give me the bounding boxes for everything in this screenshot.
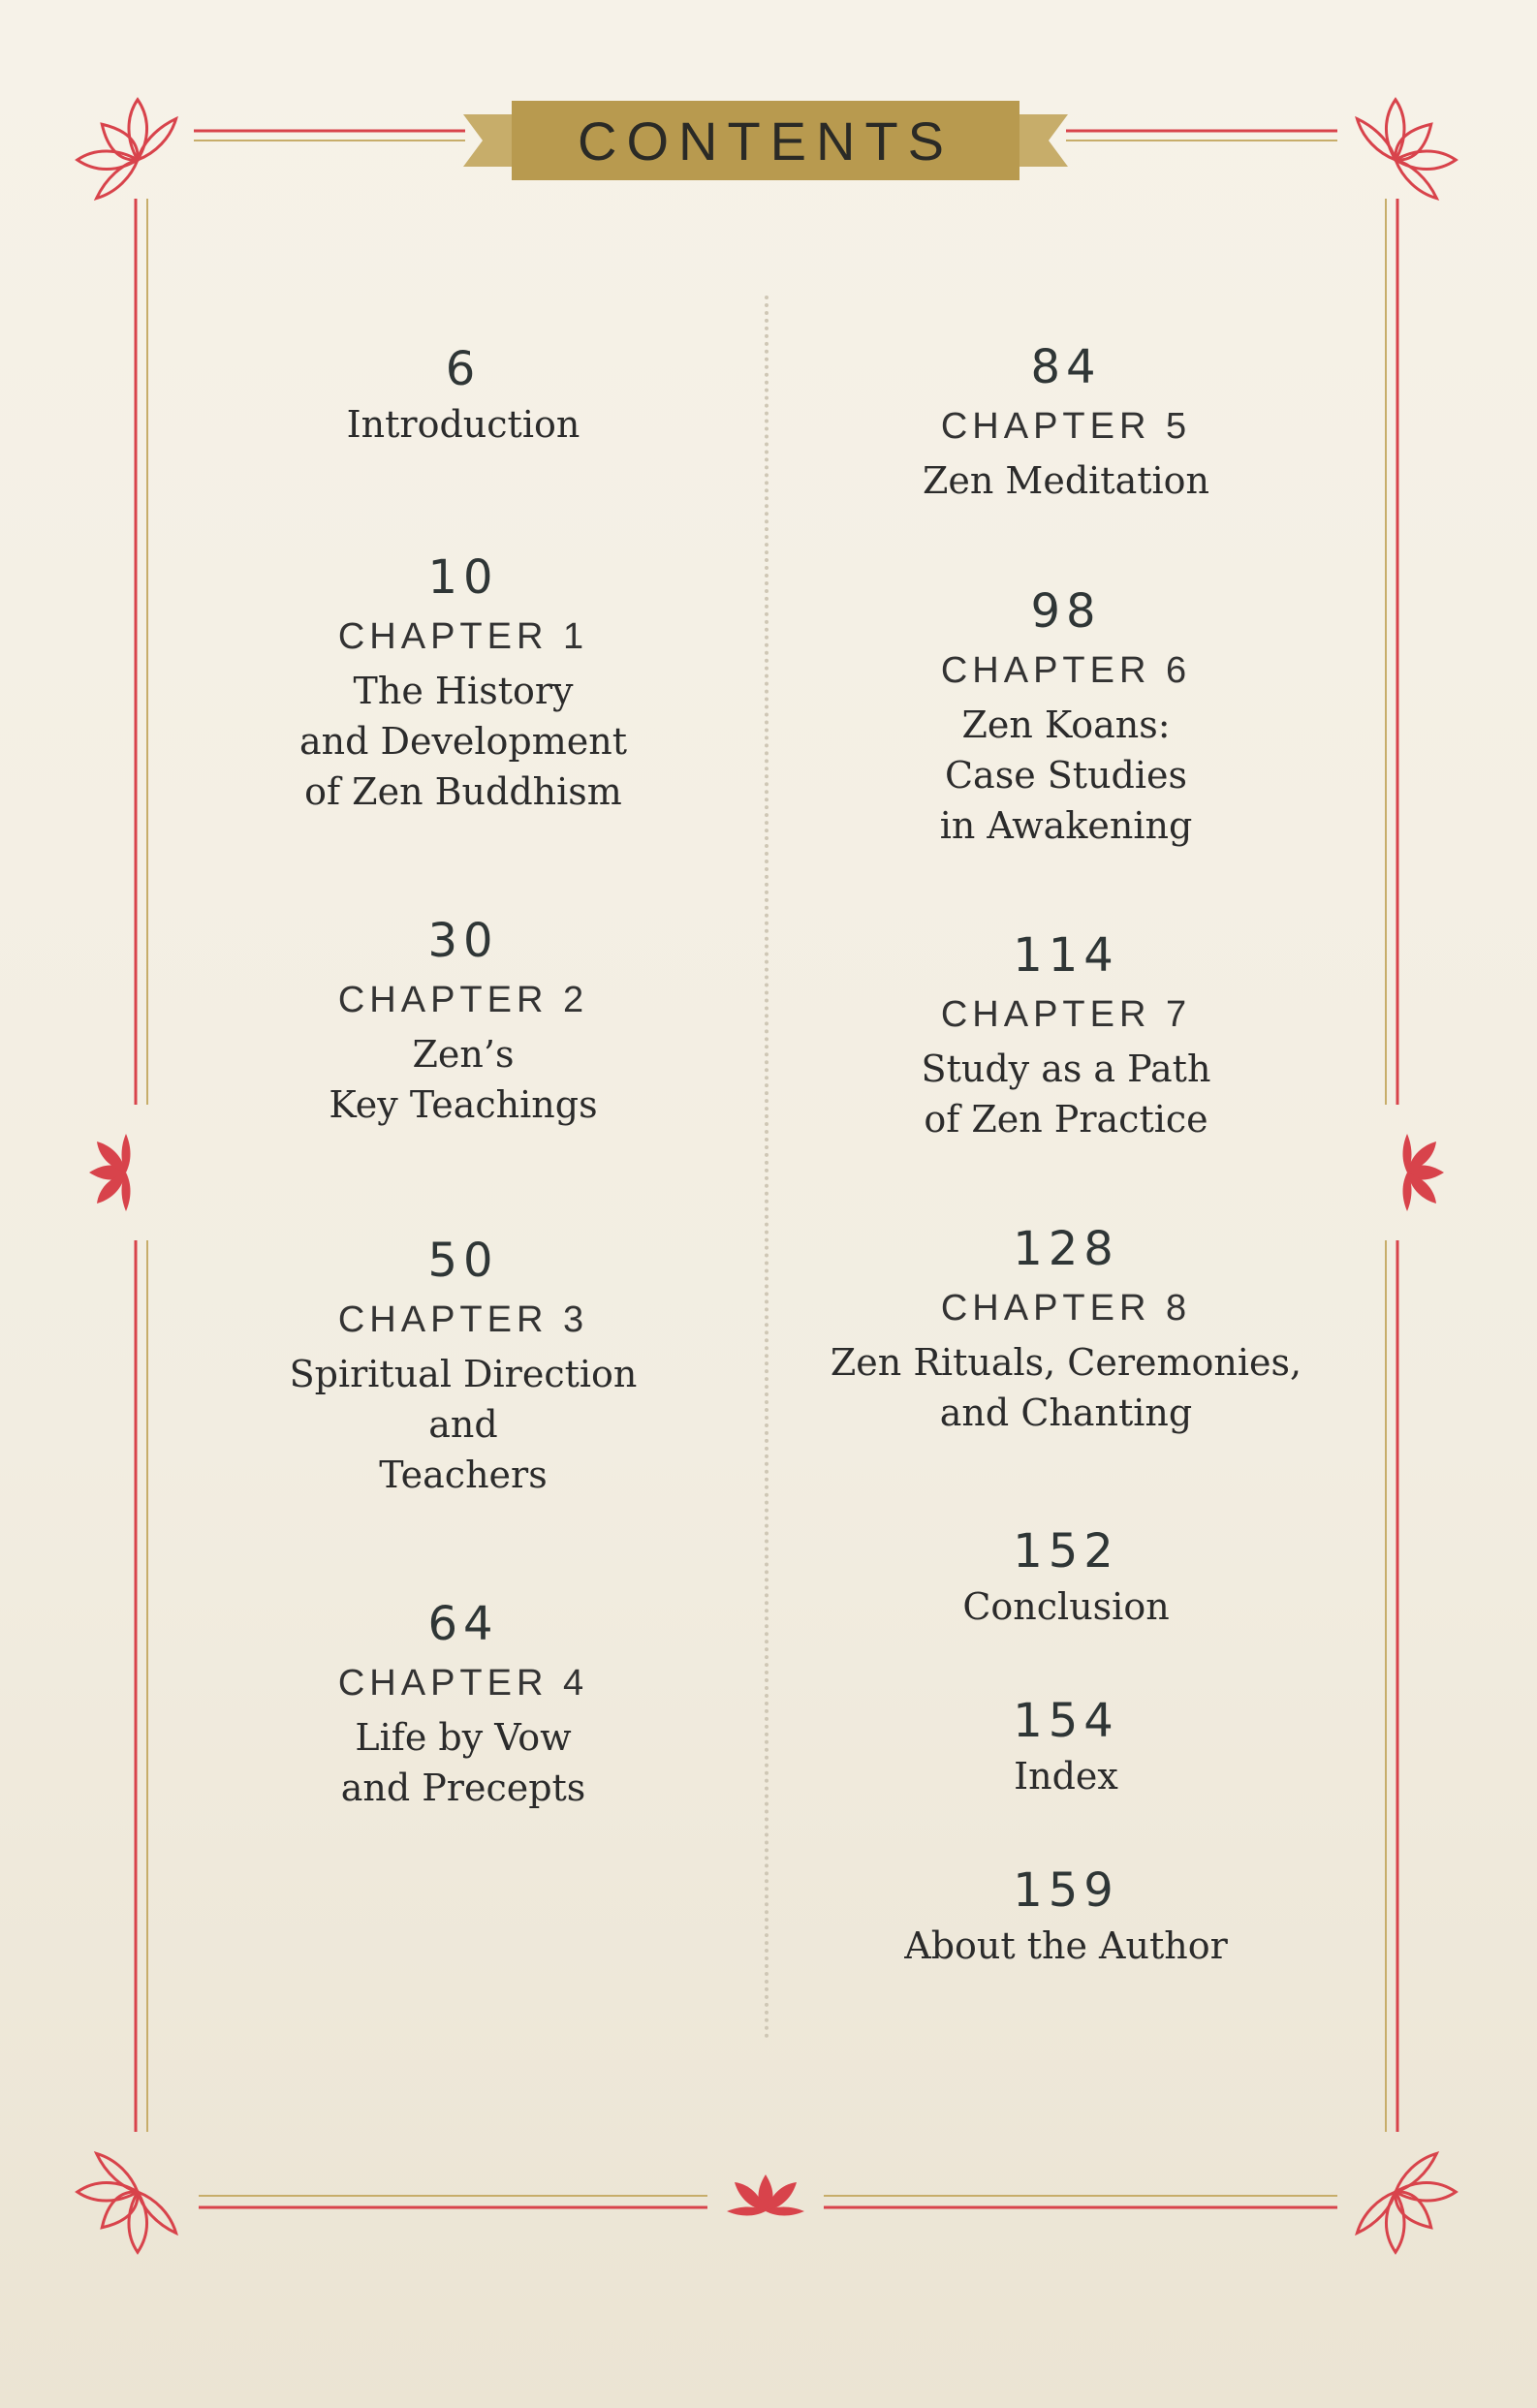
- contents-banner: [475, 97, 1056, 184]
- lotus-corner-icon: [62, 84, 181, 203]
- toc-page-number: 154: [1013, 1694, 1119, 1748]
- page-title: CONTENTS: [578, 109, 954, 172]
- toc-page-number: 30: [427, 914, 499, 968]
- toc-title: Zen’s Key Teachings: [329, 1033, 598, 1126]
- lotus-corner-icon: [1352, 2148, 1471, 2267]
- toc-title: The History and Development of Zen Buddhism: [298, 670, 628, 813]
- toc-page-number: 6: [445, 342, 482, 396]
- toc-page-number: 10: [427, 550, 499, 605]
- toc-chapter-label: CHAPTER 8: [940, 1288, 1192, 1329]
- lotus-corner-icon: [62, 2148, 181, 2267]
- lotus-side-icon: [1403, 1134, 1445, 1211]
- toc-page-number: 114: [1013, 928, 1119, 983]
- toc-entry[interactable]: [766, 1691, 1366, 1801]
- toc-title: Spiritual Direction and Teachers: [289, 1353, 638, 1496]
- toc-chapter-label: CHAPTER 3: [337, 1299, 589, 1340]
- toc-title: About the Author: [904, 1924, 1228, 1967]
- lotus-corner-icon: [1352, 84, 1471, 203]
- toc-chapter-label: CHAPTER 5: [940, 406, 1192, 447]
- toc-page-number: 152: [1013, 1524, 1119, 1579]
- toc-chapter-label: CHAPTER 1: [337, 616, 589, 657]
- toc-entry[interactable]: [766, 925, 1366, 1144]
- toc-entry[interactable]: [766, 337, 1366, 506]
- toc-title: Conclusion: [962, 1585, 1170, 1628]
- toc-entry[interactable]: [163, 1231, 764, 1500]
- toc-entry[interactable]: [766, 1521, 1366, 1632]
- toc-entry[interactable]: [163, 1594, 764, 1813]
- toc-page-number: 50: [427, 1234, 499, 1288]
- toc-title: Introduction: [346, 403, 580, 446]
- toc-entry[interactable]: [163, 547, 764, 817]
- toc-title: Zen Koans: Case Studies in Awakening: [939, 704, 1193, 847]
- toc-chapter-label: CHAPTER 2: [337, 980, 589, 1020]
- toc-entry[interactable]: [163, 911, 764, 1130]
- toc-page-number: 98: [1030, 584, 1102, 639]
- toc-entry[interactable]: [163, 339, 764, 450]
- toc-title: Life by Vow and Precepts: [340, 1716, 586, 1809]
- toc-page-number: 84: [1030, 340, 1102, 394]
- toc-chapter-label: CHAPTER 4: [337, 1663, 589, 1704]
- toc-chapter-label: CHAPTER 6: [940, 650, 1192, 691]
- lotus-bottom-icon: [727, 2174, 804, 2216]
- toc-title: Zen Meditation: [922, 459, 1210, 502]
- toc-title: Zen Rituals, Ceremonies, and Chanting: [830, 1341, 1302, 1434]
- toc-entry[interactable]: [766, 581, 1366, 851]
- toc-entry[interactable]: [766, 1861, 1366, 1971]
- toc-entry[interactable]: [766, 1219, 1366, 1438]
- toc-page-number: 64: [427, 1597, 499, 1651]
- toc-page-number: 159: [1013, 1863, 1119, 1918]
- toc-page-number: 128: [1013, 1222, 1119, 1276]
- toc-title: Study as a Path of Zen Practice: [921, 1048, 1211, 1141]
- toc-chapter-label: CHAPTER 7: [940, 994, 1192, 1035]
- lotus-side-icon: [89, 1134, 131, 1211]
- toc-title: Index: [1014, 1755, 1118, 1798]
